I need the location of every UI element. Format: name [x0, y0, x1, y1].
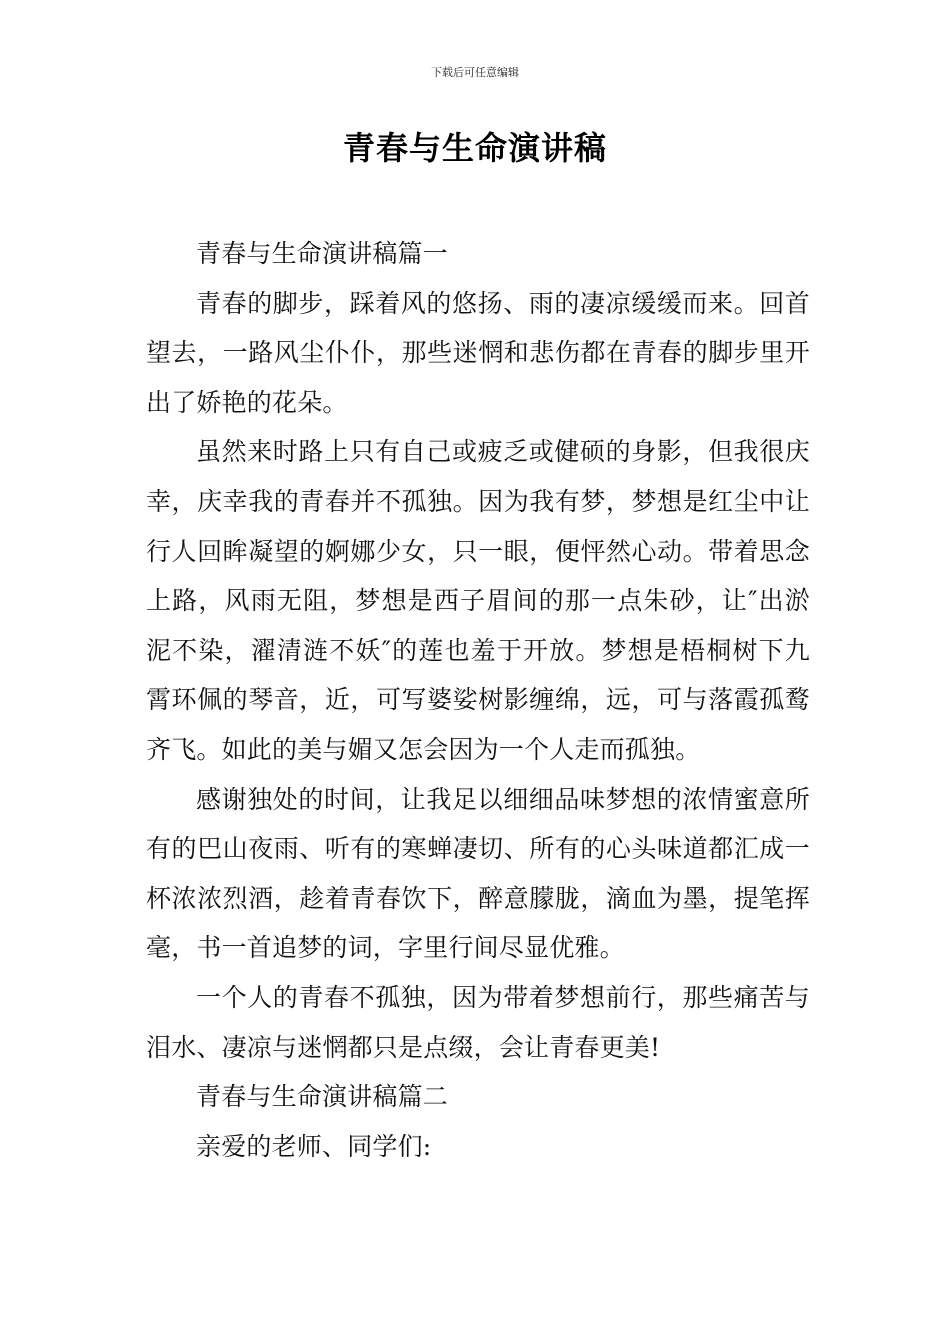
section-heading-one: 青春与生命演讲稿篇一 [196, 239, 449, 268]
paragraph: 虽然来时路上只有自己或疲乏或健硕的身影，但我很庆幸，庆幸我的青春并不孤独。因为我有梦，梦想是红尘中让行人回眸凝望的婀娜少女，只一眼，便怦然心动。带着思念上路，风雨无阻，梦想是西子眉间的那一点朱砂，让″出淤泥不染，濯清涟不妖″的莲也羞于开放。梦想是梧桐树下九霄环佩的琴音，近，可写婆娑树影缠绵，远，可与落霞孤鹜齐飞。如此的美与媚又怎会因为一个人走而孤独。 [146, 437, 810, 764]
salutation: 亲爱的老师、同学们: [196, 1131, 432, 1161]
paragraph: 青春的脚步，踩着风的悠扬、雨的凄凉缓缓而来。回首望去，一路风尘仆仆，那些迷惘和悲伤都在青春的脚步里开出了娇艳的花朵。 [146, 288, 810, 417]
document-body [146, 229, 810, 1171]
section-heading-two: 青春与生命演讲稿篇二 [196, 1082, 449, 1112]
header-note: 下载后可任意编辑 [431, 66, 519, 79]
paragraph: 一个人的青春不孤独，因为带着梦想前行，那些痛苦与泪水、凄凉与迷惘都只是点缀，会让青春更美! [146, 982, 810, 1062]
page-title: 青春与生命演讲稿 [342, 129, 607, 167]
paragraph: 感谢独处的时间，让我足以细细品味梦想的浓情蜜意所有的巴山夜雨、听有的寒蝉凄切、所有的心头味道都汇成一杯浓浓烈酒，趁着青春饮下，醉意朦胧，滴血为墨，提笔挥毫，书一首追梦的词，字里行间尽显优雅。 [146, 784, 810, 963]
